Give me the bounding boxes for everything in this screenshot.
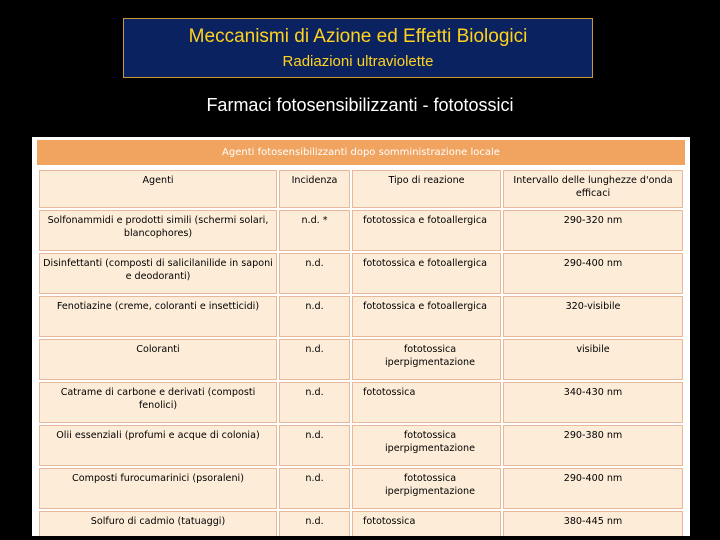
cell-tipo: fototossica iperpigmentazione xyxy=(352,425,501,466)
table-row xyxy=(39,296,683,337)
cell-incidenza: n.d. * xyxy=(279,210,350,251)
header-tipo: Tipo di reazione xyxy=(352,170,501,208)
table-panel xyxy=(32,137,690,536)
cell-agent: Solfuro di cadmio (tatuaggi) xyxy=(39,511,277,536)
table-row xyxy=(39,425,683,466)
cell-agent: Catrame di carbone e derivati (composti fenolici) xyxy=(39,382,277,423)
cell-incidenza: n.d. xyxy=(279,296,350,337)
cell-intervallo: 380-445 nm xyxy=(503,511,683,536)
table-caption: Agenti fotosensibilizzanti dopo somministrazione locale xyxy=(37,140,685,165)
cell-incidenza: n.d. xyxy=(279,382,350,423)
cell-tipo: fototossica iperpigmentazione xyxy=(352,339,501,380)
cell-tipo: fototossica e fotoallergica xyxy=(352,253,501,294)
cell-tipo: fototossica xyxy=(352,511,501,536)
cell-intervallo: visibile xyxy=(503,339,683,380)
cell-intervallo: 290-400 nm xyxy=(503,468,683,509)
cell-intervallo: 340-430 nm xyxy=(503,382,683,423)
table-row xyxy=(39,511,683,536)
cell-incidenza: n.d. xyxy=(279,468,350,509)
cell-intervallo: 320-visibile xyxy=(503,296,683,337)
cell-tipo: fototossica iperpigmentazione xyxy=(352,468,501,509)
cell-incidenza: n.d. xyxy=(279,339,350,380)
table-row xyxy=(39,339,683,380)
cell-agent: Disinfettanti (composti di salicilanilide in saponi e deodoranti) xyxy=(39,253,277,294)
table-header-row xyxy=(39,170,683,208)
header-agenti: Agenti xyxy=(39,170,277,208)
page-title: Meccanismi di Azione ed Effetti Biologici xyxy=(188,26,528,47)
cell-agent: Fenotiazine (creme, coloranti e insetticidi) xyxy=(39,296,277,337)
cell-incidenza: n.d. xyxy=(279,425,350,466)
table-row xyxy=(39,468,683,509)
cell-tipo: fototossica xyxy=(352,382,501,423)
cell-agent: Composti furocumarinici (psoraleni) xyxy=(39,468,277,509)
title-box xyxy=(123,18,593,78)
cell-intervallo: 290-320 nm xyxy=(503,210,683,251)
header-incidenza: Incidenza xyxy=(279,170,350,208)
cell-incidenza: n.d. xyxy=(279,253,350,294)
page-subtitle: Radiazioni ultraviolette xyxy=(282,53,434,70)
cell-incidenza: n.d. xyxy=(279,511,350,536)
cell-intervallo: 290-380 nm xyxy=(503,425,683,466)
header-intervallo: Intervallo delle lunghezze d'onda efficaci xyxy=(503,170,683,208)
cell-intervallo: 290-400 nm xyxy=(503,253,683,294)
agents-table xyxy=(37,168,685,536)
cell-agent: Coloranti xyxy=(39,339,277,380)
table-row xyxy=(39,210,683,251)
cell-agent: Olii essenziali (profumi e acque di colonia) xyxy=(39,425,277,466)
cell-tipo: fototossica e fotoallergica xyxy=(352,296,501,337)
cell-tipo: fototossica e fotoallergica xyxy=(352,210,501,251)
table-row xyxy=(39,382,683,423)
cell-agent: Solfonammidi e prodotti simili (schermi solari, blancophores) xyxy=(39,210,277,251)
table-row xyxy=(39,253,683,294)
section-title: Farmaci fotosensibilizzanti - fototossici xyxy=(206,95,514,115)
